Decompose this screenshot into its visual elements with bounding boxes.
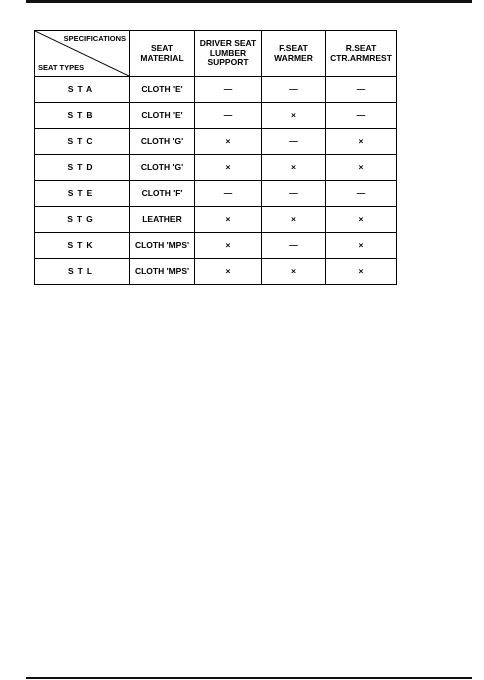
seat-warmer-cell: — xyxy=(262,233,326,259)
armrest-cell: × xyxy=(326,259,397,285)
lumber-support-cell: — xyxy=(195,103,262,129)
seat-warmer-cell: × xyxy=(262,103,326,129)
armrest-header: R.SEAT CTR.ARMREST xyxy=(326,31,397,77)
seat-material-cell: LEATHER xyxy=(130,207,195,233)
seat-material-cell: CLOTH 'G' xyxy=(130,129,195,155)
top-rule xyxy=(26,0,472,3)
seat-warmer-cell: × xyxy=(262,259,326,285)
armrest-cell: × xyxy=(326,155,397,181)
lumber-support-cell: × xyxy=(195,233,262,259)
table-row xyxy=(35,181,397,207)
seat-type-cell: STK xyxy=(35,233,130,259)
table-row xyxy=(35,77,397,103)
table-row xyxy=(35,207,397,233)
armrest-cell: × xyxy=(326,129,397,155)
table-row xyxy=(35,129,397,155)
seat-warmer-cell: × xyxy=(262,155,326,181)
lumber-support-header: DRIVER SEAT LUMBER SUPPORT xyxy=(195,31,262,77)
seat-type-cell: STG xyxy=(35,207,130,233)
seat-type-cell: STA xyxy=(35,77,130,103)
table-row xyxy=(35,233,397,259)
seat-warmer-header: F.SEAT WARMER xyxy=(262,31,326,77)
armrest-cell: × xyxy=(326,207,397,233)
seat-type-cell: STL xyxy=(35,259,130,285)
seat-material-cell: CLOTH 'E' xyxy=(130,77,195,103)
table-row xyxy=(35,103,397,129)
seat-type-cell: STD xyxy=(35,155,130,181)
armrest-cell: — xyxy=(326,77,397,103)
seat-warmer-cell: — xyxy=(262,129,326,155)
lumber-support-cell: — xyxy=(195,181,262,207)
armrest-cell: — xyxy=(326,181,397,207)
seat-material-cell: CLOTH 'E' xyxy=(130,103,195,129)
header-row xyxy=(35,31,397,77)
armrest-cell: — xyxy=(326,103,397,129)
seat-type-cell: STB xyxy=(35,103,130,129)
bottom-rule xyxy=(26,677,472,679)
table-row xyxy=(35,155,397,181)
seat-types-label: SEAT TYPES xyxy=(38,63,85,73)
seat-material-cell: CLOTH 'F' xyxy=(130,181,195,207)
seat-material-cell: CLOTH 'G' xyxy=(130,155,195,181)
lumber-support-cell: × xyxy=(195,129,262,155)
armrest-cell: × xyxy=(326,233,397,259)
seat-spec-table xyxy=(34,30,397,285)
seat-warmer-cell: × xyxy=(262,207,326,233)
specifications-label: SPECIFICATIONS xyxy=(63,34,126,43)
lumber-support-cell: × xyxy=(195,155,262,181)
lumber-support-cell: — xyxy=(195,77,262,103)
seat-material-cell: CLOTH 'MPS' xyxy=(130,233,195,259)
seat-type-cell: STC xyxy=(35,129,130,155)
seat-material-cell: CLOTH 'MPS' xyxy=(130,259,195,285)
lumber-support-cell: × xyxy=(195,259,262,285)
seat-warmer-cell: — xyxy=(262,77,326,103)
seat-material-header: SEAT MATERIAL xyxy=(130,31,195,77)
seat-type-cell: STE xyxy=(35,181,130,207)
table-row xyxy=(35,259,397,285)
corner-header xyxy=(35,31,130,77)
lumber-support-cell: × xyxy=(195,207,262,233)
seat-warmer-cell: — xyxy=(262,181,326,207)
